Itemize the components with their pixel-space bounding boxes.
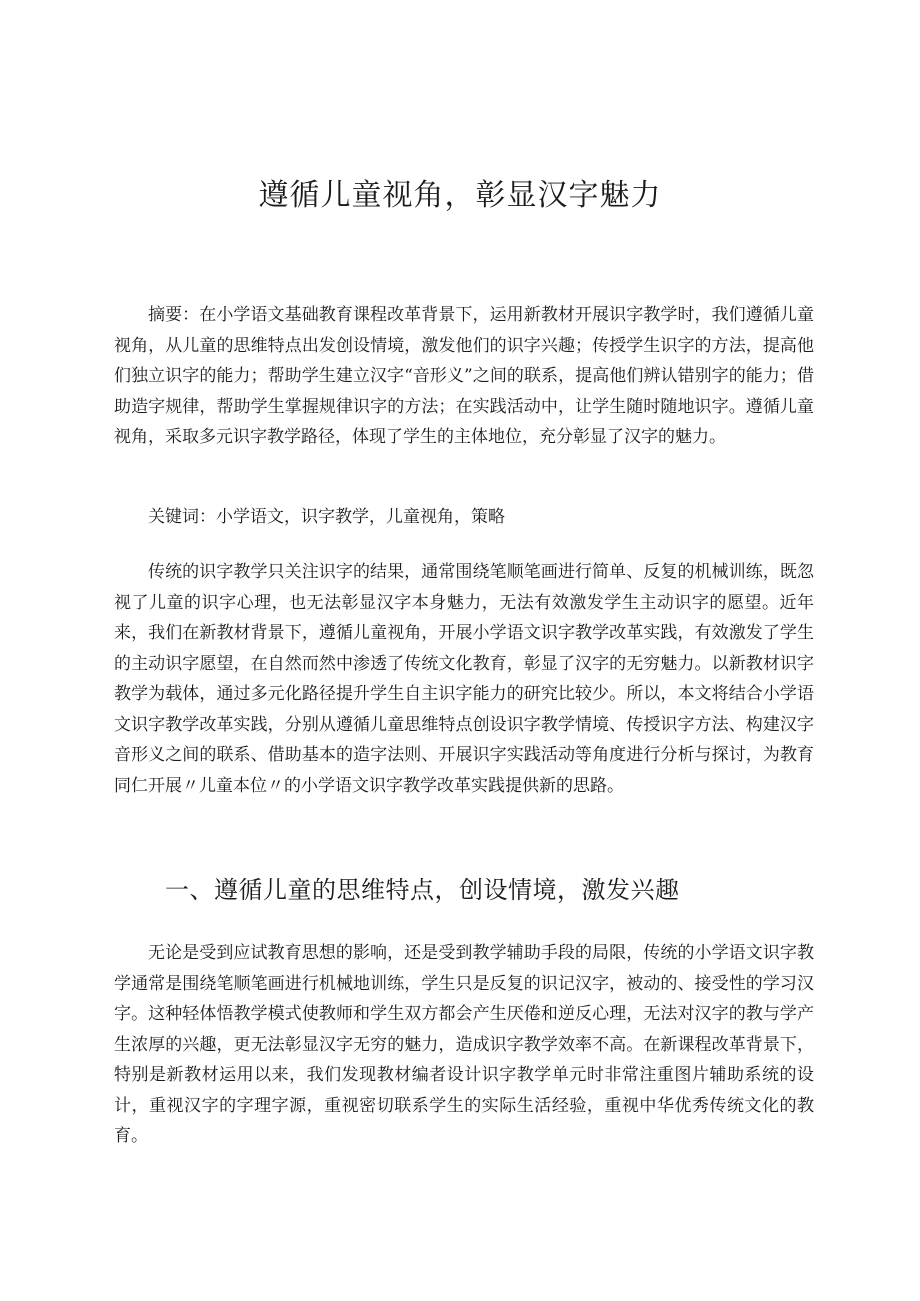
section-1-paragraph: 无论是受到应试教育思想的影响，还是受到教学辅助手段的局限，传统的小学语文识字教学通常是围绕笔顺笔画进行机械地训练，学生只是反复的识记汉字，被动的、接受性的学习汉字。这种轻体悟教学模式使教师和学生双方都会产生厌倦和逆反心理，无法对汉字的教与学产生浓厚的兴趣，更无法彰显汉字无穷的魅力，造成识字教学效率不高。在新课程改革背景下，特别是新教材运用以来，我们发现教材编者设计识字教学单元时非常注重图片辅助系统的设计，重视汉字的字理字源，重视密切联系学生的实际生活经验，重视中华优秀传统文化的教育。 — [114, 943, 814, 1146]
section-heading-1: 一、遵循儿童的思维特点，创设情境，激发兴趣 — [165, 876, 680, 904]
intro-paragraph: 传统的识字教学只关注识字的结果，通常围绕笔顺笔画进行简单、反复的机械训练，既忽视了儿童的识字心理，也无法彰显汉字本身魅力，无法有效激发学生主动识字的愿望。近年来，我们在新教材背景下，遵循儿童视角，开展小学语文识字教学改革实践，有效激发了学生的主动识字愿望，在自然而然中渗透了传统文化教育，彰显了汉字的无穷魅力。以新教材识字教学为载体，通过多元化路径提升学生自主识字能力的研究比较少。所以，本文将结合小学语文识字教学改革实践，分别从遵循儿童思维特点创设识字教学情境、传授识字方法、构建汉字音形义之间的联系、借助基本的造字法则、开展识字实践活动等角度进行分析与探讨，为教育同仁开展〃儿童本位〃的小学语文识字教学改革实践提供新的思路。 — [114, 562, 814, 796]
abstract-paragraph: 摘要：在小学语文基础教育课程改革背景下，运用新教材开展识字教学时，我们遵循儿童视角，从儿童的思维特点出发创设情境，激发他们的识字兴趣；传授学生识字的方法，提高他们独立识字的能力；帮助学生建立汉字“音形义”之间的联系，提高他们辨认错别字的能力；借助造字规律，帮助学生掌握规律识字的方法；在实践活动中，让学生随时随地识字。遵循儿童视角，采取多元识字教学路径，体现了学生的主体地位，充分彰显了汉字的魅力。 — [114, 305, 814, 447]
keywords-line: 关键词：小学语文，识字教学，儿童视角，策略 — [148, 507, 505, 527]
document-title: 遵循儿童视角，彰显汉字魅力 — [258, 178, 662, 213]
